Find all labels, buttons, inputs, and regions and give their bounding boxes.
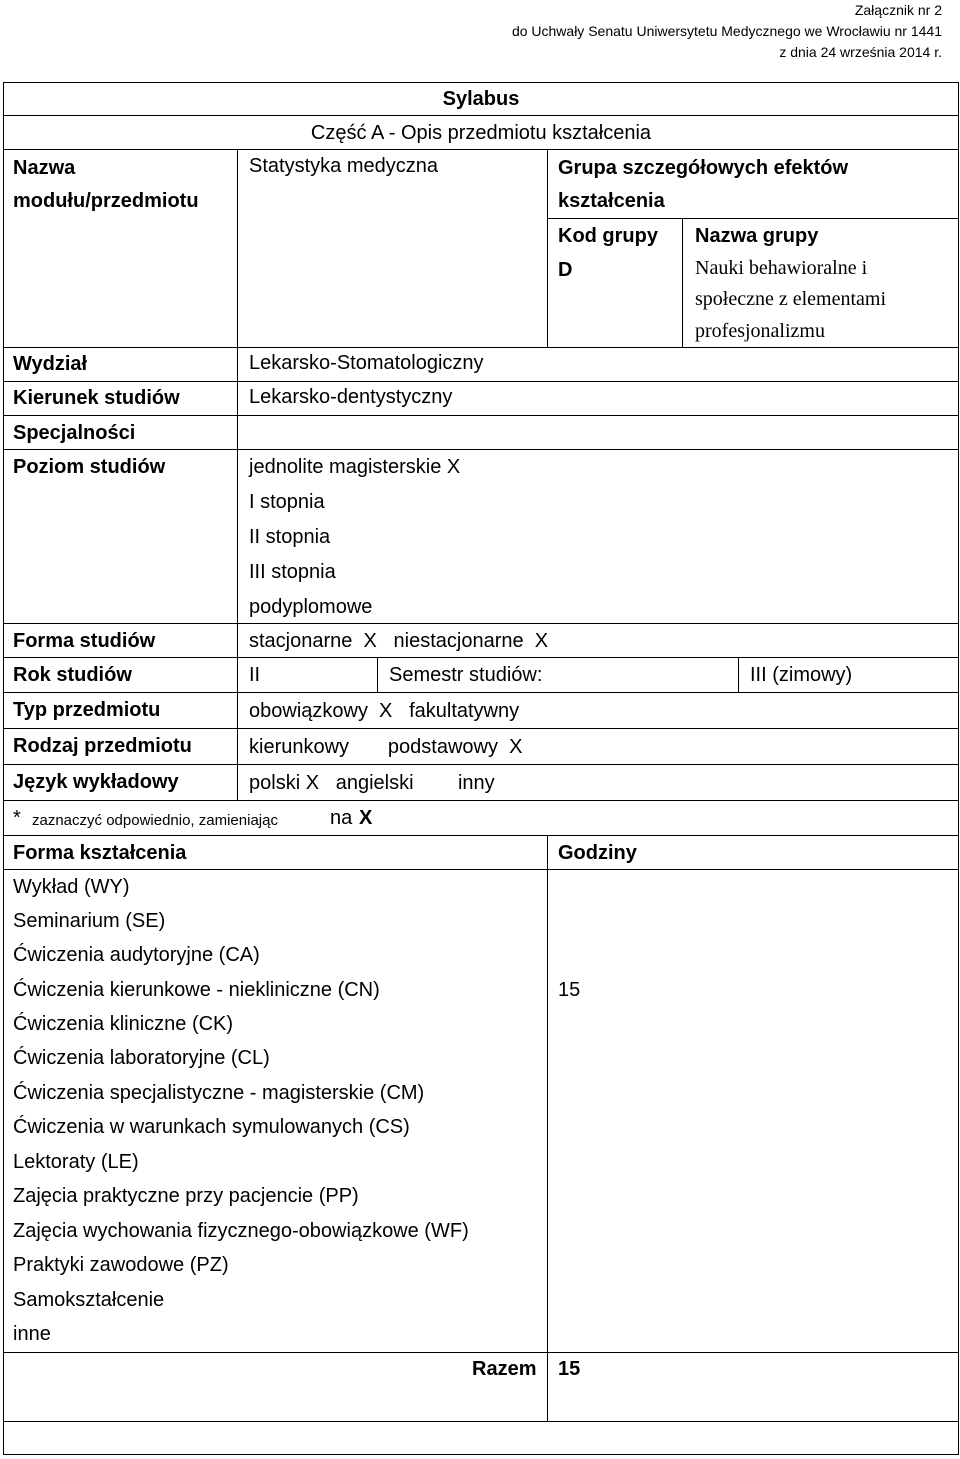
note-x: X bbox=[359, 807, 373, 829]
header-line-3: z dnia 24 września 2014 r. bbox=[779, 44, 942, 60]
level-option: podyplomowe bbox=[249, 596, 373, 618]
direction-value: Lekarsko-dentystyczny bbox=[249, 386, 453, 408]
table-row: Wykład (WY) bbox=[13, 876, 130, 898]
table-row: Ćwiczenia kliniczne (CK) bbox=[13, 1013, 234, 1035]
table-row: Ćwiczenia laboratoryjne (CL) bbox=[13, 1047, 270, 1069]
type-label: Typ przedmiotu bbox=[13, 699, 161, 721]
direction-label: Kierunek studiów bbox=[13, 387, 180, 409]
language-value: polski X angielski inny bbox=[249, 772, 495, 794]
table-row: Zajęcia praktyczne przy pacjencie (PP) bbox=[13, 1185, 359, 1207]
group-name-label: Nazwa grupy bbox=[695, 225, 819, 247]
form-label: Forma studiów bbox=[13, 630, 156, 652]
type-value: obowiązkowy X fakultatywny bbox=[249, 700, 520, 722]
level-option: I stopnia bbox=[249, 491, 325, 513]
header-line-2: do Uchwały Senatu Uniwersytetu Medycznego we Wrocławiu nr 1441 bbox=[511, 23, 942, 39]
group-name-value-line-3: profesjonalizmu bbox=[695, 320, 825, 342]
group-label-line-2: kształcenia bbox=[558, 190, 665, 212]
group-label-line-1: Grupa szczegółowych efektów bbox=[558, 157, 849, 179]
part-a-subtitle: Część A - Opis przedmiotu kształcenia bbox=[310, 122, 652, 144]
table-row: Seminarium (SE) bbox=[13, 910, 166, 932]
year-value: II bbox=[249, 664, 261, 686]
group-code-value: D bbox=[558, 259, 573, 281]
faculty-label: Wydział bbox=[13, 353, 88, 375]
hours-value: 15 bbox=[558, 979, 581, 1001]
level-option: II stopnia bbox=[249, 526, 331, 548]
language-label: Język wykładowy bbox=[13, 771, 179, 793]
form-value: stacjonarne X niestacjonarne X bbox=[249, 630, 549, 652]
table-row: Ćwiczenia specjalistyczne - magisterskie (CM) bbox=[13, 1082, 425, 1104]
name-label-line-1: Nazwa bbox=[13, 157, 76, 179]
faculty-value: Lekarsko-Stomatologiczny bbox=[249, 352, 484, 374]
group-name-value-line-1: Nauki behawioralne i bbox=[695, 257, 868, 279]
year-label: Rok studiów bbox=[13, 664, 132, 686]
level-label: Poziom studiów bbox=[13, 456, 166, 478]
level-option: III stopnia bbox=[249, 561, 336, 583]
kind-value: kierunkowy podstawowy X bbox=[249, 736, 523, 758]
note-na: na bbox=[330, 807, 353, 829]
name-label-line-2: modułu/przedmiotu bbox=[13, 190, 199, 212]
header-line-1: Załącznik nr 2 bbox=[854, 2, 942, 18]
total-label: Razem bbox=[472, 1358, 537, 1380]
footer-box bbox=[3, 1421, 959, 1455]
semester-value: III (zimowy) bbox=[750, 664, 853, 686]
total-value: 15 bbox=[558, 1358, 581, 1380]
table-row: Ćwiczenia kierunkowe - niekliniczne (CN) bbox=[13, 979, 380, 1001]
level-option: jednolite magisterskie X bbox=[249, 456, 461, 478]
specialty-label: Specjalności bbox=[13, 422, 136, 444]
table-row: Ćwiczenia w warunkach symulowanych (CS) bbox=[13, 1116, 410, 1138]
table-row: inne bbox=[13, 1323, 51, 1345]
table-row: Zajęcia wychowania fizycznego-obowiązkowe (WF) bbox=[13, 1220, 469, 1242]
hours-header: Godziny bbox=[558, 842, 637, 864]
table-row: Praktyki zawodowe (PZ) bbox=[13, 1254, 229, 1276]
table-row: Samokształcenie bbox=[13, 1289, 165, 1311]
document-header bbox=[512, 0, 942, 63]
semester-label: Semestr studiów: bbox=[389, 664, 543, 686]
note-text: zaznaczyć odpowiednio, zamieniając bbox=[32, 812, 278, 829]
note-star: * bbox=[13, 807, 21, 829]
group-code-label: Kod grupy bbox=[558, 225, 658, 247]
form-of-education-header: Forma kształcenia bbox=[13, 842, 187, 864]
table-row: Lektoraty (LE) bbox=[13, 1151, 139, 1173]
subject-name: Statystyka medyczna bbox=[249, 155, 438, 177]
table-row: Ćwiczenia audytoryjne (CA) bbox=[13, 944, 260, 966]
group-name-value-line-2: społeczne z elementami bbox=[695, 288, 887, 310]
syllabus-title: Sylabus bbox=[442, 88, 520, 110]
kind-label: Rodzaj przedmiotu bbox=[13, 735, 192, 757]
